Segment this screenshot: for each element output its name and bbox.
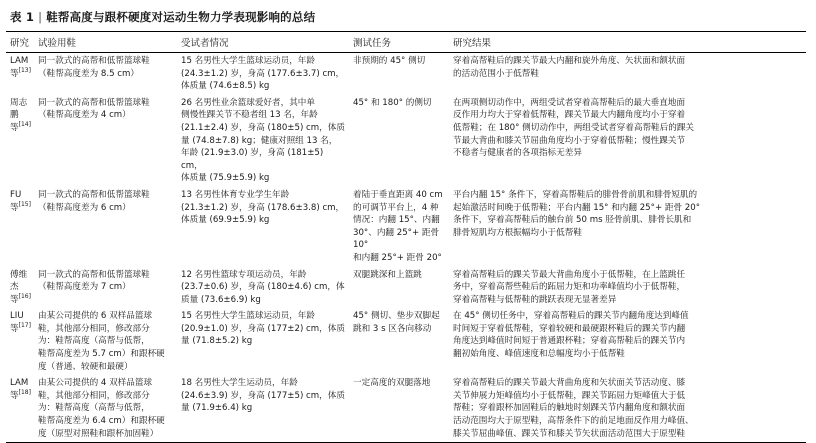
cell-result: 在两项侧切动作中，两组受试者穿着高帮鞋后的最大垂直地面 反作用力均大于穿着低帮鞋，踝关节最大内翻角度均小于穿着 低帮鞋；在 180° 侧切动作中，两组受试者穿着高帮鞋后的踝关 节最大背曲和膝关节屈曲角度均小于穿着低帮鞋；慢性踝关节 不稳者与健康者的各项指标无差异: [453, 97, 695, 159]
table-row: [6, 375, 806, 442]
cell-task: 45° 和 180° 的侧切: [353, 97, 432, 108]
reference-number: [17]: [18, 322, 31, 330]
cell-study: [6, 375, 34, 442]
cell-shoe: 同一款式的高帮和低帮篮球鞋 （鞋帮高度差为 8.5 cm）: [38, 56, 150, 79]
header-study: 研究: [6, 32, 34, 53]
cell-result: 在 45° 侧切任务中，穿着高帮鞋后的踝关节内翻角度达到峰值 时间短于穿着低帮鞋，穿着较硬和最硬跟杯鞋后的踝关节内翻 角度达到峰值时间短于普通跟杯鞋；穿着高帮鞋后的踝关节内 翻初始角度、峰值速度和总幅度均小于低帮鞋: [453, 311, 689, 360]
cell-shoe: 同一款式的高帮和低帮篮球鞋 （鞋帮高度差为 7 cm）: [38, 269, 150, 293]
cell-subjects: 26 名男性业余篮球爱好者，其中单 侧慢性踝关节不稳者组 13 名，年龄 (21.1±2.4) 岁，身高 (180±5) cm，体质 量 (74.8±7.8) kg；健康对照组 13 名， 年龄 (21.9±3.0) 岁，身高 (181±5) cm， 体质量 (75.9±5.9) kg: [181, 97, 345, 184]
reference-number: [13]: [18, 66, 31, 74]
cell-study: [6, 95, 34, 187]
header-shoe: 试验用鞋: [34, 32, 177, 53]
cell-result: 穿着高帮鞋后的踝关节最大内翻和旋外角度、矢状面和额状面 的活动范围小于低帮鞋: [453, 56, 686, 79]
study-name: LAM 等: [10, 56, 29, 79]
cell-subjects: 15 名男性大学生篮球运动员，年龄 (24.3±1.2) 岁，身高 (177.6±3.7) cm， 体质量 (74.6±8.5) kg: [181, 56, 345, 92]
study-name: LAM 等: [10, 378, 29, 401]
table-row: [6, 187, 806, 267]
cell-task: 非预期的 45° 侧切: [353, 56, 426, 66]
study-name: LIU 等: [10, 311, 24, 334]
cell-task: 一定高度的双腿落地: [349, 375, 449, 442]
cell-task: 着陆于垂直距离 40 cm 的可调节平台上，4 种 情况：内翻 15°、内翻 30°、内翻 25°+ 距骨 10° 和内翻 25°+ 距骨 20°: [353, 189, 443, 263]
header-results: 研究结果: [449, 32, 806, 53]
cell-result: 平台内翻 15° 条件下，穿着高帮鞋后的腓骨骨前肌和腓骨短肌的 起始激活时间晚于低帮鞋；平台内翻 15° 和内翻 25°+ 距骨 20° 条件下，穿着高帮鞋后的触台前 50 ms 胫骨前肌、腓骨长肌和 腓骨短肌均方根振幅均小于低帮鞋: [453, 189, 701, 238]
caption-title: 鞋帮高度与跟杯硬度对运动生物力学表现影响的总结: [46, 10, 316, 24]
cell-shoe: 由某公司提供的 4 双样品篮球 鞋，其他部分相同，修改部分 为：鞋帮高度（高帮与低帮， 鞋帮高度差为 6.4 cm）和跟杯硬 度（原型对照鞋和跟杯加固鞋）: [34, 375, 177, 442]
table-caption: [10, 9, 315, 25]
header-task: 测试任务: [349, 32, 449, 53]
cell-subjects: 12 名男性篮球专项运动员，年龄 (23.7±0.6) 岁，身高 (180±4.6) cm，体 质量 (73.6±6.9) kg: [181, 269, 345, 305]
table-row: [6, 267, 806, 309]
table-row: [6, 53, 806, 95]
cell-shoe: 同一款式的高帮和低帮篮球鞋 （鞋帮高度差为 4 cm）: [38, 97, 150, 121]
reference-number: [14]: [18, 121, 31, 129]
study-name: 周志鹏 等: [10, 97, 28, 133]
study-name: 傅维杰 等: [10, 269, 28, 305]
cell-shoe: 由某公司提供的 6 双样品篮球 鞋，其他部分相同，修改部分 为：鞋帮高度（高帮与低帮， 鞋帮高度差为 5.7 cm）和跟杯硬 度（普通、较硬和最硬）: [38, 311, 165, 372]
cell-study: [6, 187, 34, 267]
reference-number: [18]: [18, 388, 31, 396]
table-row: [6, 95, 806, 187]
cell-task: 45° 侧切、垫步双脚起 跳和 3 s 区各向移动: [353, 311, 440, 334]
cell-subjects: 18 名男性大学生运动员，年龄 (24.6±3.9) 岁，身高 (177±5) cm，体质 量 (71.9±6.4) kg: [177, 375, 349, 442]
cell-subjects: 15 名男性大学生篮球运动员，年龄 (20.9±1.0) 岁，身高 (177±2) cm，体质 量 (71.8±5.2) kg: [181, 311, 345, 347]
summary-table: [6, 31, 806, 443]
cell-result: 穿着高帮鞋后的踝关节最大背曲角度和矢状面关节活动度、膝 关节伸展力矩峰值均小于低帮鞋，踝关节跖屈力矩峰值大于低 帮鞋；穿着跟杯加固鞋后的触地时刻踝关节内翻角度和额状面 活动范围均大于原型鞋，高帮条件下的前足地面反作用力峰值、 膝关节屈曲峰值、踝关节和膝关节矢状面活动范围大于原型鞋: [449, 375, 806, 442]
reference-number: [16]: [18, 292, 31, 300]
cell-result: 穿着高帮鞋后的踝关节最大背曲角度小于低帮鞋，在上篮跳任 务中，穿着高帮些鞋后的跖屈力矩和功率峰值均小于低帮鞋， 穿着高帮鞋与低帮鞋的跳跃表现无显著差异: [453, 269, 686, 305]
caption-divider: |: [38, 10, 43, 24]
reference-number: [15]: [18, 200, 31, 208]
caption-label: 表 1: [10, 10, 35, 24]
cell-subjects: 13 名男性体育专业学生年龄 (21.3±1.2) 岁，身高 (178.6±3.8) cm， 体质量 (69.9±5.9) kg: [181, 189, 345, 226]
table-row: [6, 308, 806, 375]
cell-study: [6, 308, 34, 375]
cell-study: [6, 267, 34, 309]
cell-shoe: 同一款式的高帮和低帮篮球鞋 （鞋帮高度差为 6 cm）: [38, 189, 150, 213]
cell-study: [6, 53, 34, 95]
study-name: FU 等: [10, 189, 22, 213]
cell-task: 双腿跳深和上篮跳: [353, 269, 422, 280]
header-subjects: 受试者情况: [177, 32, 349, 53]
table-header-row: [6, 32, 806, 53]
